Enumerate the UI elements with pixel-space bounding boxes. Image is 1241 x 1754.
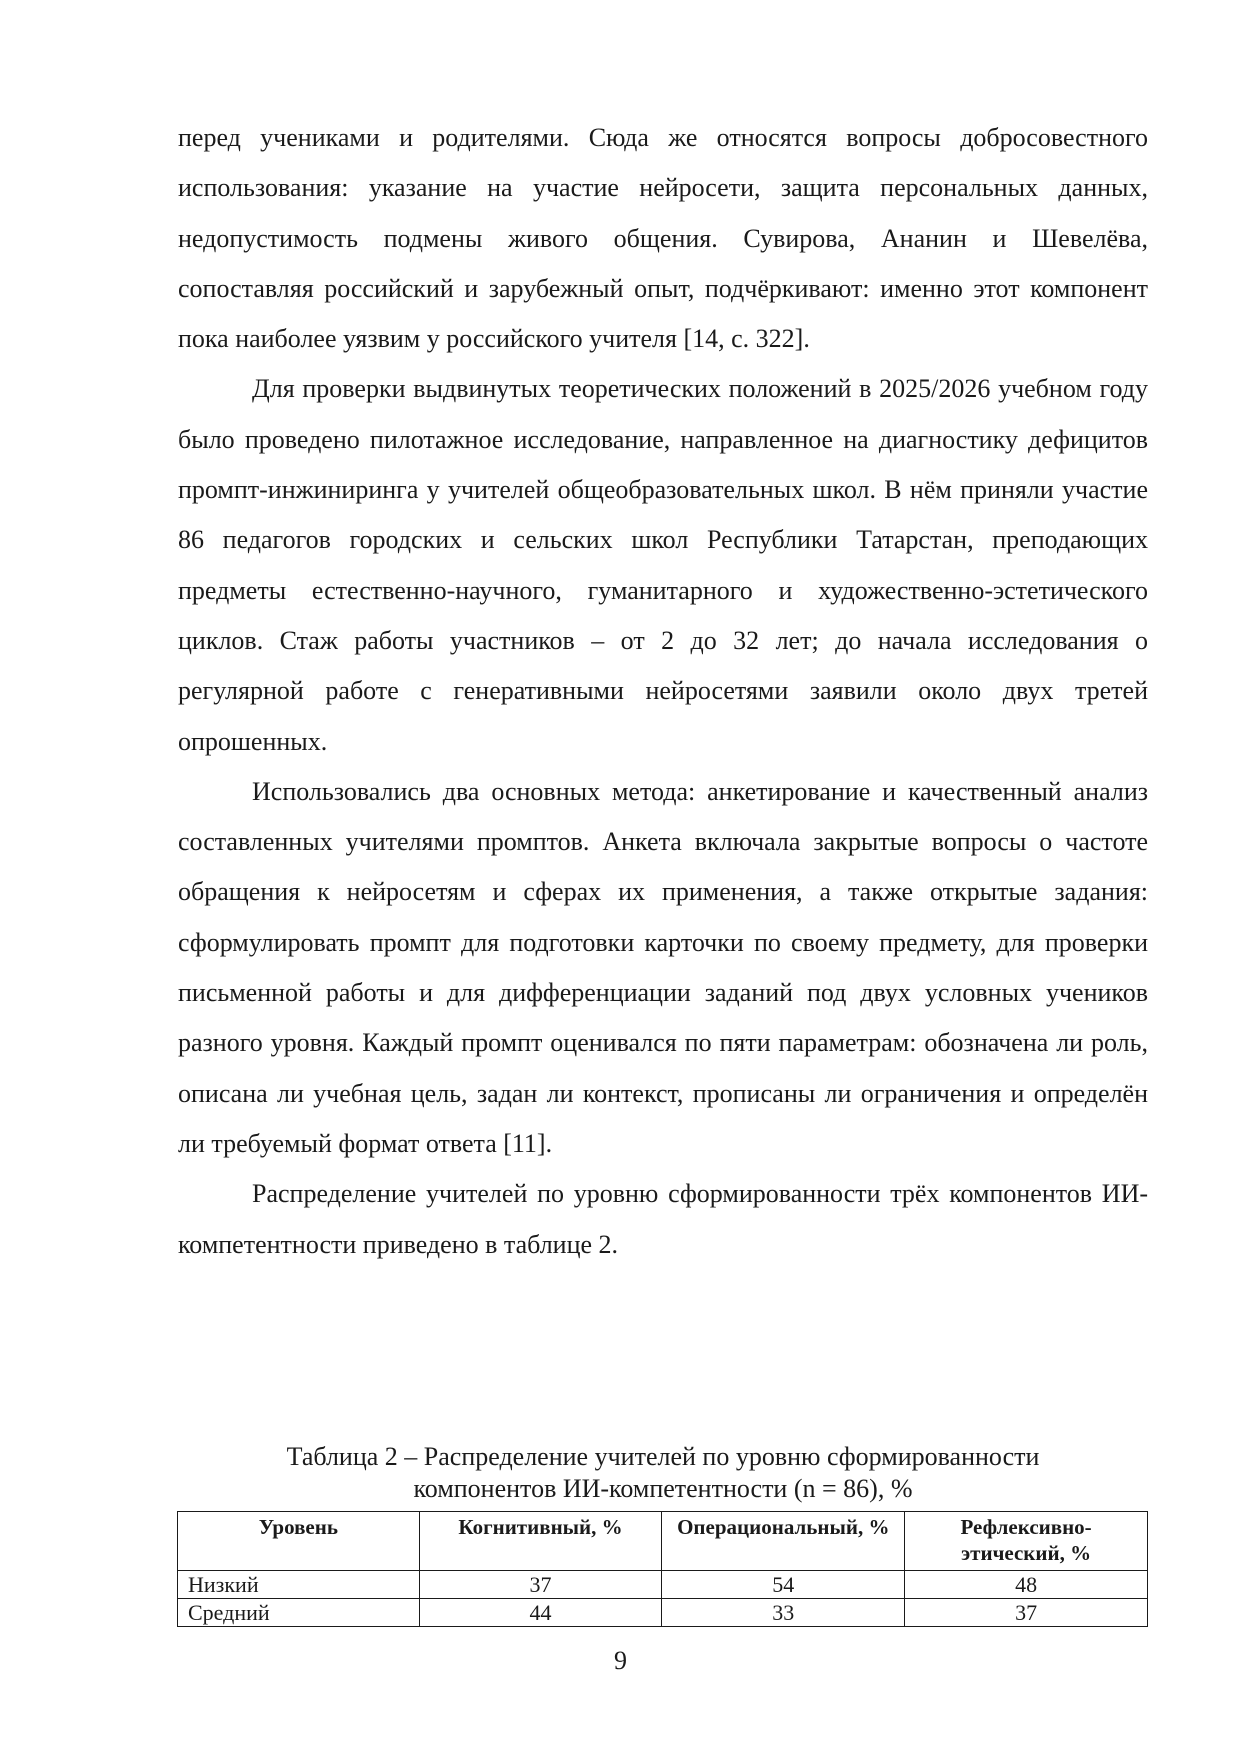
body-text xyxy=(178,113,1148,1270)
table-cell: 37 xyxy=(419,1571,662,1599)
table-row xyxy=(178,1599,1148,1627)
table-header-cell: Операциональный, % xyxy=(662,1512,905,1571)
table-caption xyxy=(178,1441,1148,1505)
paragraph: перед учениками и родителями. Сюда же относятся вопросы добросовестного использования: указание на участие нейросети, защита персональных данных, недопустимость подмены живого общения. Сувирова, Ананин и Шевелёва, сопоставляя российский и зарубежный опыт, подчёркивают: именно этот компонент пока наиболее уязвим у российского учителя [14, с. 322]. xyxy=(178,123,1148,354)
table-header-cell: Рефлексивно-этический, % xyxy=(905,1512,1148,1571)
table-caption-line: Таблица 2 – Распределение учителей по уровню сформированности xyxy=(286,1442,1040,1471)
table-cell: 44 xyxy=(419,1599,662,1627)
table-header-row xyxy=(178,1512,1148,1571)
table-row xyxy=(178,1571,1148,1599)
table-cell: 33 xyxy=(662,1599,905,1627)
table-cell-level: Низкий xyxy=(178,1571,420,1599)
table-cell: 48 xyxy=(905,1571,1148,1599)
page-number: 9 xyxy=(614,1646,627,1675)
table-cell: 54 xyxy=(662,1571,905,1599)
table-caption-line: компонентов ИИ-компетентности (n = 86), % xyxy=(413,1474,913,1503)
table-header-cell: Когнитивный, % xyxy=(419,1512,662,1571)
table-cell-level: Средний xyxy=(178,1599,420,1627)
table-cell: 37 xyxy=(905,1599,1148,1627)
paragraph: Для проверки выдвинутых теоретических положений в 2025/2026 учебном году было проведено пилотажное исследование, направленное на диагностику дефицитов промпт-инжиниринга у учителей общеобразовательных школ. В нём приняли участие 86 педагогов городских и сельских школ Республики Татарстан, преподающих предметы естественно-научного, гуманитарного и художественно-эстетического циклов. Стаж работы участников – от 2 до 32 лет; до начала исследования о регулярной работе с генеративными нейросетями заявили около двух третей опрошенных. xyxy=(178,374,1148,756)
paragraph: Использовались два основных метода: анкетирование и качественный анализ составленных учителями промптов. Анкета включала закрытые вопросы о частоте обращения к нейросетям и сферах их применения, а также открытые задания: сформулировать промпт для подготовки карточки по своему предмету, для проверки письменной работы и для дифференциации заданий под двух условных учеников разного уровня. Каждый промпт оценивался по пяти параметрам: обозначена ли роль, описана ли учебная цель, задан ли контекст, прописаны ли ограничения и определён ли требуемый формат ответа [11]. xyxy=(178,776,1148,1158)
table-header-cell: Уровень xyxy=(178,1512,420,1571)
paragraph: Распределение учителей по уровню сформированности трёх компонентов ИИ-компетентности приведено в таблице 2. xyxy=(178,1179,1148,1259)
distribution-table xyxy=(177,1511,1148,1627)
